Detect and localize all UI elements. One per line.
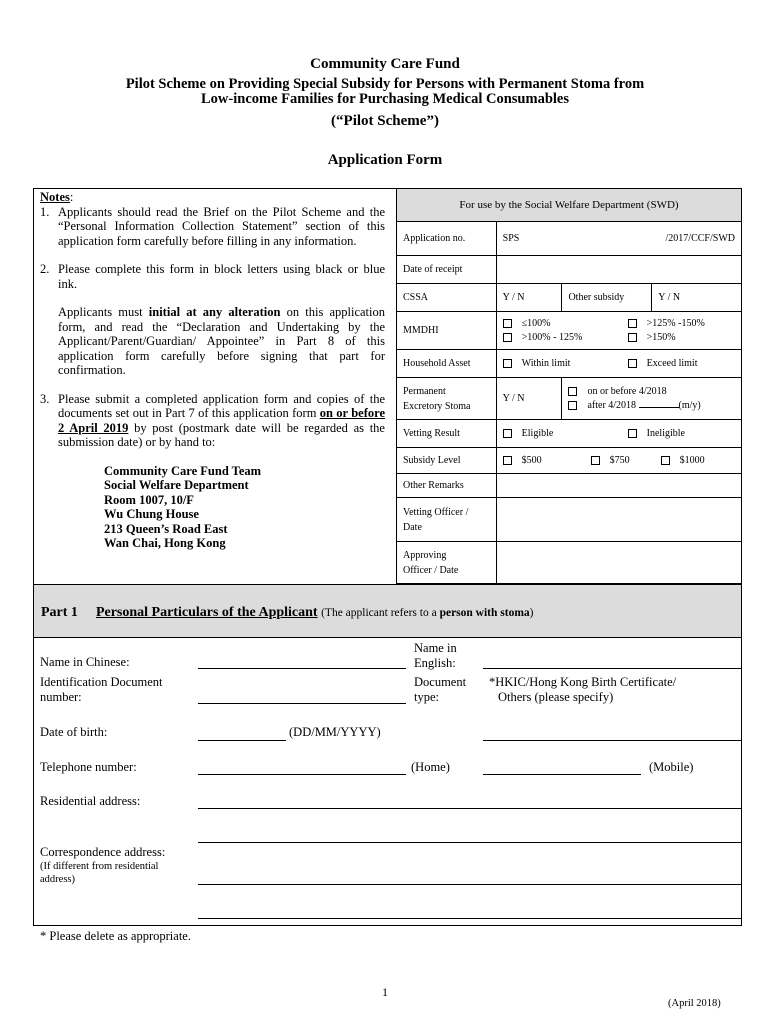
address-line: Room 1007, 10/F: [104, 492, 194, 507]
id-l2: number:: [40, 690, 82, 704]
note-2-text: Please complete this form in block letters using black or blue ink.: [58, 262, 385, 291]
correspondence-input-2[interactable]: [198, 918, 741, 919]
part1-sub-bold: person with stoma: [439, 607, 530, 619]
sps-suffix: /2017/CCF/SWD: [665, 233, 735, 244]
note-2b-post: on this application form, and read the “Declaration and Undertaking by the Applicant/Parent/Guardian/ Appointee” in Part 8 of this application form carefully before signing that part for confirmation.: [58, 305, 385, 377]
residential-input-2[interactable]: [198, 842, 741, 843]
other-subsidy-yn[interactable]: Y / N: [652, 284, 742, 312]
delete-note: * Please delete as appropriate.: [40, 929, 191, 943]
approving-officer-label: [397, 542, 497, 584]
note-1: [40, 205, 385, 249]
checkbox[interactable]: [568, 401, 577, 410]
checkbox[interactable]: [503, 429, 512, 438]
part1-number: Part 1: [41, 605, 78, 620]
corr-note-1: (If different from residential: [40, 861, 159, 872]
doc-l2: type:: [414, 690, 439, 704]
home-label: (Home): [411, 760, 450, 774]
page-number: 1: [382, 985, 388, 999]
checkbox[interactable]: [591, 456, 600, 465]
app-no-label: Application no.: [397, 222, 497, 256]
mobile-phone-input[interactable]: [483, 774, 641, 775]
name-english-l1: Name in: [414, 641, 457, 655]
other-subsidy-label: Other subsidy: [562, 284, 652, 312]
doc-opt1: *HKIC/Hong Kong Birth Certificate/: [489, 675, 677, 689]
note-3-post: by post (postmark date will be regarded as the submission date) or by hand to:: [58, 420, 385, 449]
eligible: Eligible: [521, 428, 554, 439]
vetting-officer-label: [397, 498, 497, 542]
checkbox[interactable]: [503, 359, 512, 368]
title-pilot: (“Pilot Scheme”): [331, 113, 439, 129]
subsidy-1000: $1000: [679, 455, 705, 466]
swd-use-table: [396, 188, 742, 584]
doc-opt2: Others (please specify): [498, 690, 614, 704]
mobile-label: (Mobile): [649, 760, 694, 774]
month-year-blank[interactable]: [639, 407, 679, 408]
address-line: Social Welfare Department: [104, 478, 249, 492]
vetting-officer-field[interactable]: [496, 498, 741, 542]
checkbox[interactable]: [503, 319, 512, 328]
date-receipt-field[interactable]: [496, 256, 741, 284]
date-receipt-label: Date of receipt: [397, 256, 497, 284]
stoma-dates: [562, 378, 742, 420]
checkbox[interactable]: [628, 429, 637, 438]
stoma-label-1: Permanent: [403, 385, 446, 397]
checkbox[interactable]: [628, 333, 637, 342]
vo-line1: Vetting Officer /: [403, 506, 469, 518]
note-3-num: 3.: [40, 391, 50, 406]
stoma-after: after 4/2018: [587, 399, 637, 411]
part1-sub-post: ): [529, 607, 534, 619]
title-scheme: [0, 77, 770, 107]
remarks-label: Other Remarks: [397, 474, 497, 498]
household-options: [496, 350, 741, 378]
title-scheme-line1: Pilot Scheme on Providing Special Subsidy for Persons with Permanent Stoma from: [125, 76, 645, 92]
within-limit: Within limit: [521, 358, 571, 369]
dob-label: Date of birth:: [40, 725, 108, 739]
month-year-suffix: (m/y): [678, 399, 701, 411]
part1-sub-pre: (The applicant refers to a: [321, 607, 440, 619]
note-2-num: 2.: [40, 262, 50, 276]
cssa-yn[interactable]: Y / N: [496, 284, 562, 312]
vetting-label: Vetting Result: [397, 420, 497, 448]
checkbox[interactable]: [628, 359, 637, 368]
approving-officer-field[interactable]: [496, 542, 741, 584]
app-no-field[interactable]: [496, 222, 741, 256]
note-2b-bold: initial at any alteration: [148, 305, 281, 319]
correspondence-note: [40, 860, 158, 886]
sps-prefix: SPS: [502, 233, 520, 244]
revision-date: (April 2018): [668, 998, 721, 1009]
stoma-label: [397, 378, 497, 420]
name-chinese-label: Name in Chinese:: [40, 655, 130, 669]
subsidy-750: $750: [609, 455, 630, 466]
note-1-text: Applicants should read the Brief on the Pilot Scheme and the “Personal Information Collection Statement” section of this application form carefully before filling in any information.: [58, 204, 385, 248]
ineligible: Ineligible: [646, 428, 685, 439]
address-line: 213 Queen’s Road East: [104, 521, 228, 536]
address-line: Wu Chung House: [104, 507, 199, 521]
stoma-before: on or before 4/2018: [587, 385, 667, 397]
address-line: Community Care Fund Team: [104, 463, 262, 478]
stoma-label-2: Excretory Stoma: [403, 400, 471, 412]
subsidy-500: $500: [521, 455, 542, 466]
vo-line2: Date: [403, 521, 422, 533]
note-2b: [40, 305, 385, 378]
note-1-num: 1.: [40, 204, 50, 219]
corr-note-2: address): [40, 874, 75, 885]
ao-line2: Officer / Date: [403, 564, 459, 576]
form-title: Application Form: [327, 152, 443, 168]
remarks-field[interactable]: [496, 474, 741, 498]
notes-section: Notes: 1. Applicants should read the Brief on the Pilot Scheme and the “Personal Information Collection Statement” section of this application form carefully before filling in any information. 2. Please complete this form in block letters using black or blue ink. Applicants must initial at any alteration on this application form, and read the “Declaration and Undertaking by the Applicant/Parent/Guardian/ Appointee” in Part 8 of this application form carefully before signing that part for confirmation. 3. Please submit a completed application form and copies of the documents set out in Part 7 of this application form on or before 2 April 2019 by post (postmark date will be regarded as the submission date) or by hand to: Community Care Fund Team Social Welfare Department Room 1007, 10/F Wu Chung House 213 Queen’s Road East Wan Chai, Hong Kong: [40, 190, 385, 550]
mmdhi-opt: >150%: [646, 331, 676, 343]
name-english-label: [414, 641, 457, 671]
swd-header: For use by the Social Welfare Department (SWD): [397, 189, 742, 222]
name-english-input[interactable]: [483, 668, 741, 669]
doc-specify-input[interactable]: [483, 740, 741, 741]
title-scheme-line2: Low-income Families for Purchasing Medical Consumables: [201, 91, 569, 107]
subsidy-options: [496, 448, 741, 474]
doc-l1: Document: [414, 675, 467, 689]
mmdhi-options: [496, 312, 741, 350]
checkbox[interactable]: [568, 387, 577, 396]
checkbox[interactable]: [503, 333, 512, 342]
note-3-deadline: on or before 2 April 2019: [58, 406, 385, 435]
submission-address: [104, 464, 385, 551]
doc-type-options[interactable]: [489, 675, 676, 705]
dob-input[interactable]: [198, 740, 286, 741]
ao-line1: Approving: [403, 549, 447, 561]
dob-format: (DD/MM/YYYY): [289, 725, 381, 739]
correspondence-input-1[interactable]: [198, 884, 741, 885]
note-2b-pre: Applicants must: [58, 305, 149, 319]
stoma-yn[interactable]: Y / N: [496, 378, 562, 420]
mmdhi-label: MMDHI: [397, 312, 497, 350]
checkbox[interactable]: [661, 456, 670, 465]
part1-header: [34, 584, 741, 638]
home-phone-input[interactable]: [198, 774, 406, 775]
mmdhi-opt: ≤100%: [521, 317, 551, 329]
id-l1: Identification Document: [40, 675, 163, 689]
notes-heading: Notes: [40, 190, 70, 204]
title-fund: Community Care Fund: [310, 56, 460, 72]
part1-title: Personal Particulars of the Applicant: [95, 605, 318, 620]
id-number-label: [40, 675, 163, 705]
correspondence-label: Correspondence address:: [40, 845, 166, 859]
residential-input-1[interactable]: [198, 808, 741, 809]
vetting-options: [496, 420, 741, 448]
household-label: Household Asset: [397, 350, 497, 378]
id-number-input[interactable]: [198, 703, 406, 704]
cssa-label: CSSA: [397, 284, 497, 312]
note-2: [40, 262, 385, 291]
name-chinese-input[interactable]: [198, 668, 406, 669]
mmdhi-opt: >100% - 125%: [521, 331, 583, 343]
checkbox[interactable]: [503, 456, 512, 465]
name-english-l2: English:: [414, 656, 456, 670]
residential-label: Residential address:: [40, 794, 141, 808]
address-line: Wan Chai, Hong Kong: [104, 536, 226, 550]
note-3-pre: Please submit a completed application form and copies of the documents set out in Part 7 of this application form: [58, 391, 385, 420]
telephone-label: Telephone number:: [40, 760, 137, 774]
doc-type-label: [414, 675, 466, 705]
mmdhi-opt: >125% -150%: [646, 317, 705, 329]
note-3: [40, 392, 385, 450]
subsidy-label: Subsidy Level: [397, 448, 497, 474]
checkbox[interactable]: [628, 319, 637, 328]
exceed-limit: Exceed limit: [646, 358, 698, 369]
